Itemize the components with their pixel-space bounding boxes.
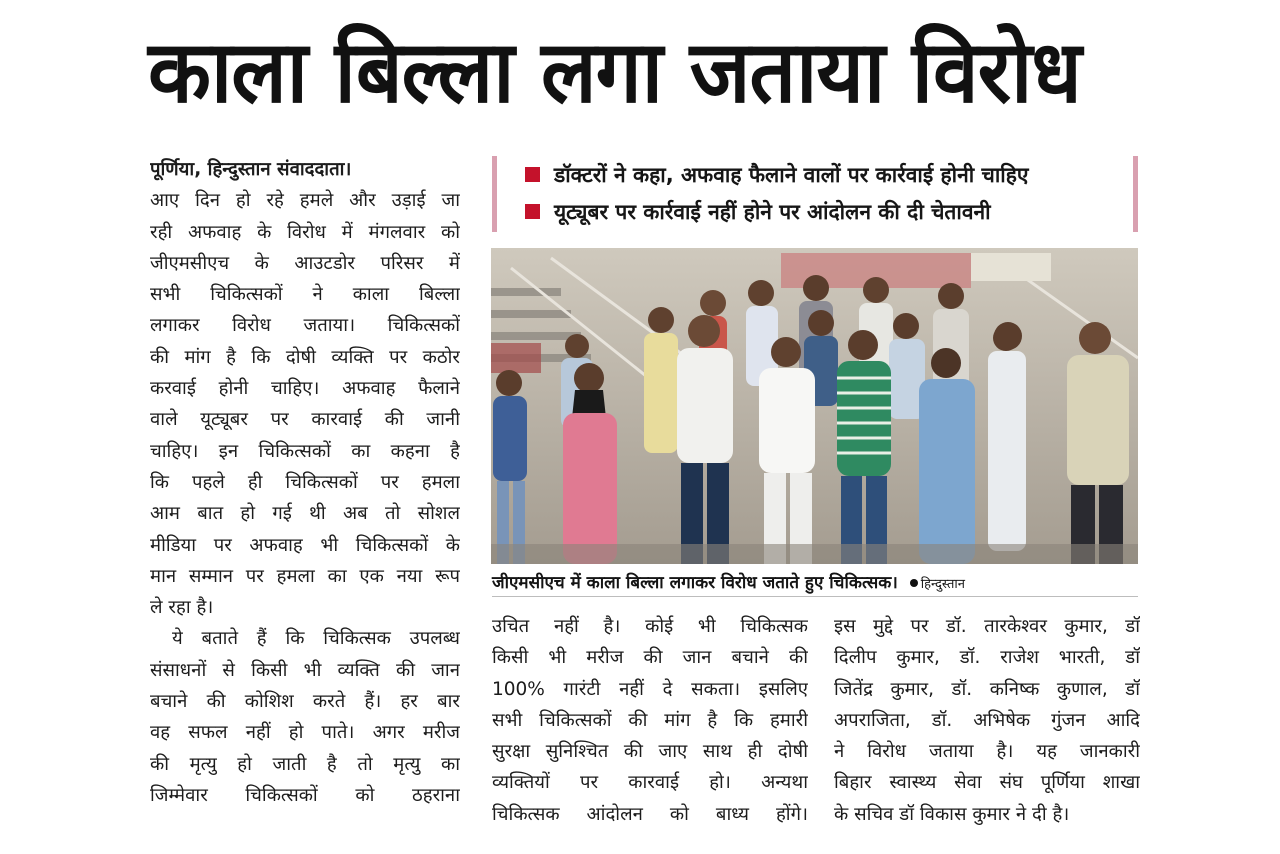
article-column-1	[150, 154, 460, 811]
dateline: पूर्णिया, हिन्दुस्तान संवाददाता।	[150, 159, 352, 180]
body-line: वाले यूट्यूबर पर कारवाई की जानी	[150, 409, 460, 431]
body-line: की मांग है कि दोषी व्यक्ति पर कठोर	[150, 346, 460, 368]
body-line: 100% गारंटी नहीं दे सकता। इसलिए	[492, 678, 808, 700]
body-line: चिकित्सक आंदोलन को बाध्य होंगे।	[492, 803, 808, 825]
body-line: जिम्मेवार चिकित्सकों को ठहराना	[150, 784, 460, 806]
body-line: बचाने की कोशिश करते हैं। हर बार	[150, 691, 460, 713]
square-bullet-icon	[525, 204, 540, 219]
body-line: की मृत्यु हो जाती है तो मृत्यु का	[150, 753, 460, 775]
group-photo-illustration	[491, 248, 1138, 564]
body-line: आम बात हो गई थी अब तो सोशल	[150, 503, 460, 525]
body-line: रही अफवाह के विरोध में मंगलवार को	[150, 221, 460, 243]
body-line: सभी चिकित्सकों की मांग है कि हमारी	[492, 709, 808, 731]
square-bullet-icon	[525, 167, 540, 182]
body-line: करवाई होनी चाहिए। अफवाह फैलाने	[150, 378, 460, 400]
body-line: किसी भी मरीज की जान बचाने की	[492, 647, 808, 669]
group-photo	[491, 248, 1138, 564]
photo-credit	[910, 577, 965, 592]
body-line: उचित नहीं है। कोई भी चिकित्सक	[492, 616, 808, 637]
article-column-2	[492, 611, 808, 830]
body-line: ये बताते हैं कि चिकित्सक उपलब्ध	[172, 628, 460, 650]
body-line: आए दिन हो रहे हमले और उड़ाई जा	[150, 190, 460, 212]
article-column-3	[834, 611, 1140, 830]
body-line: इस मुद्दे पर डॉ. तारकेश्वर कुमार, डॉ	[834, 616, 1140, 637]
body-line: सभी चिकित्सकों ने काला बिल्ला	[150, 284, 460, 306]
body-line: व्यक्तियों पर कारवाई हो। अन्यथा	[492, 772, 808, 794]
body-line: बिहार स्वास्थ्य सेवा संघ पूर्णिया शाखा	[834, 772, 1140, 794]
highlight-item	[525, 156, 1133, 193]
highlight-text: डॉक्टरों ने कहा, अफवाह फैलाने वालों पर कार्रवाई होनी चाहिए	[554, 162, 1029, 187]
photo-credit-text: हिन्दुस्तान	[920, 577, 965, 592]
bullet-dot-icon	[910, 579, 918, 587]
body-line: जितेंद्र कुमार, डॉ. कनिष्क कुणाल, डॉ	[834, 678, 1140, 700]
highlight-item	[525, 193, 1133, 230]
body-line: वह सफल नहीं हो पाते। अगर मरीज	[150, 722, 460, 744]
body-line: के सचिव डॉ विकास कुमार ने दी है।	[834, 803, 1070, 825]
body-line: ने विरोध जताया है। यह जानकारी	[834, 741, 1140, 763]
body-line: मान सम्मान पर हमला का एक नया रूप	[150, 565, 460, 587]
body-line: जीएमसीएच के आउटडोर परिसर में	[150, 252, 460, 274]
photo-caption	[492, 571, 1138, 597]
headline: काला बिल्ला लगा जताया विरोध	[148, 22, 1081, 123]
body-line: मीडिया पर अफवाह भी चिकित्सकों के	[150, 534, 460, 556]
body-line: अपराजिता, डॉ. अभिषेक गुंजन आदि	[834, 709, 1140, 731]
body-line: चाहिए। इन चिकित्सकों का कहना है	[150, 440, 460, 462]
body-line: कि पहले ही चिकित्सकों पर हमला	[150, 471, 460, 493]
highlights-box	[492, 156, 1138, 232]
body-line: लगाकर विरोध जताया। चिकित्सकों	[150, 315, 460, 337]
body-line: ले रहा है।	[150, 597, 214, 619]
body-line: दिलीप कुमार, डॉ. राजेश भारती, डॉ	[834, 647, 1140, 669]
body-line: सुरक्षा सुनिश्चित की जाए साथ ही दोषी	[492, 741, 808, 763]
highlight-text: यूट्यूबर पर कार्रवाई नहीं होने पर आंदोलन की दी चेतावनी	[554, 199, 991, 224]
caption-text: जीएमसीएच में काला बिल्ला लगाकर विरोध जताते हुए चिकित्सक।	[492, 573, 898, 593]
body-line: संसाधनों से किसी भी व्यक्ति की जान	[150, 659, 460, 681]
